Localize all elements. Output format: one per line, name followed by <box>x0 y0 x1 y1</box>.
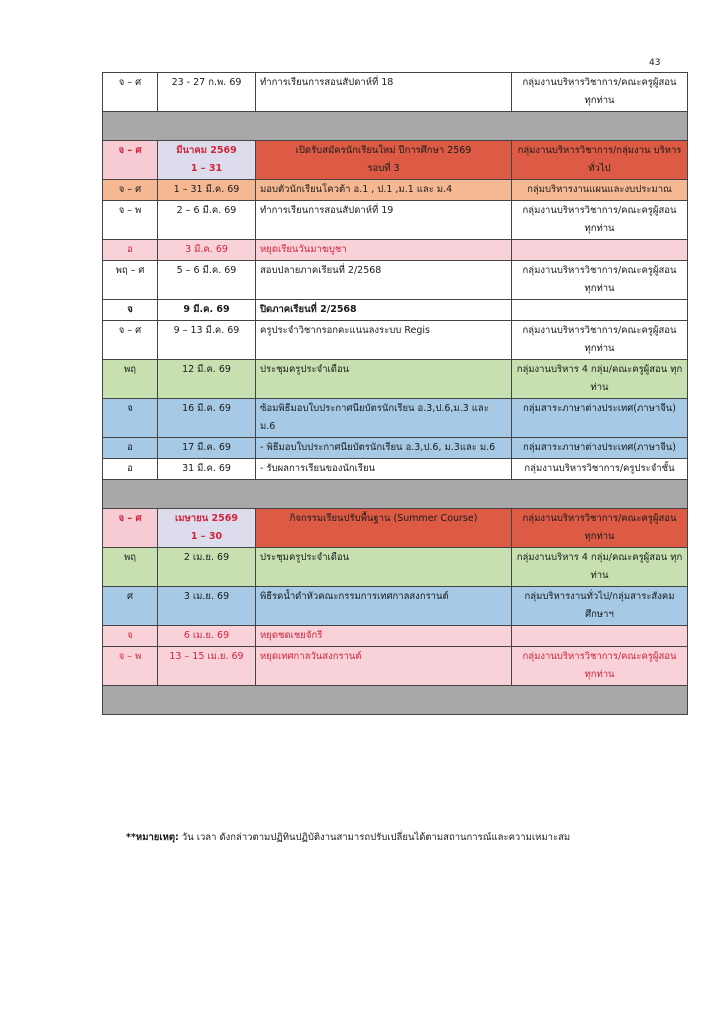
day-cell: จ – พ <box>103 647 158 686</box>
footnote <box>126 830 570 845</box>
schedule-row <box>103 73 688 112</box>
schedule-row <box>103 647 688 686</box>
month-header-row <box>103 509 688 548</box>
day-cell: จ – ศ <box>103 73 158 112</box>
schedule-row <box>103 261 688 300</box>
activity-cell: หยุดชดเชยจักรี <box>256 626 512 647</box>
day-cell: พฤ – ศ <box>103 261 158 300</box>
day-cell: จ – ศ <box>103 141 158 180</box>
activity-cell: หยุดเทศกาลวันสงกรานต์ <box>256 647 512 686</box>
date-cell: 31 มี.ค. 69 <box>158 459 256 480</box>
date-cell: 9 – 13 มี.ค. 69 <box>158 321 256 360</box>
activity-cell: สอบปลายภาคเรียนที่ 2/2568 <box>256 261 512 300</box>
separator-cell <box>103 480 688 509</box>
responsible-cell: กลุ่มงานบริหารวิชาการ/กลุ่มงาน บริหารทั่วไป <box>512 141 688 180</box>
responsible-cell <box>512 300 688 321</box>
day-cell: จ – ศ <box>103 180 158 201</box>
responsible-cell: กลุ่มงานบริหาร 4 กลุ่ม/คณะครูผู้สอน ทุกท่าน <box>512 548 688 587</box>
date-cell: 5 – 6 มี.ค. 69 <box>158 261 256 300</box>
date-cell: 16 มี.ค. 69 <box>158 399 256 438</box>
responsible-cell: กลุ่มงานบริหารวิชาการ/คณะครูผู้สอน ทุกท่าน <box>512 321 688 360</box>
schedule-row <box>103 587 688 626</box>
responsible-cell: กลุ่มบริหารงานแผนและงบประมาณ <box>512 180 688 201</box>
day-cell: จ <box>103 399 158 438</box>
date-cell: 2 – 6 มี.ค. 69 <box>158 201 256 240</box>
activity-cell: ซ้อมพิธีมอบใบประกาศนียบัตรนักเรียน อ.3,ป.6,ม.3 และ ม.6 <box>256 399 512 438</box>
separator-row <box>103 112 688 141</box>
month-header-row <box>103 141 688 180</box>
responsible-cell: กลุ่มงานบริหารวิชาการ/คณะครูผู้สอน ทุกท่าน <box>512 647 688 686</box>
day-cell: จ <box>103 300 158 321</box>
date-cell: 9 มี.ค. 69 <box>158 300 256 321</box>
activity-cell: ปิดภาคเรียนที่ 2/2568 <box>256 300 512 321</box>
schedule-row <box>103 201 688 240</box>
day-cell: พฤ <box>103 548 158 587</box>
schedule-row <box>103 548 688 587</box>
day-cell: อ <box>103 240 158 261</box>
calendar-table <box>102 72 688 715</box>
day-cell: พฤ <box>103 360 158 399</box>
date-cell: 3 มี.ค. 69 <box>158 240 256 261</box>
day-cell: จ <box>103 626 158 647</box>
day-cell: อ <box>103 438 158 459</box>
footnote-label: **หมายเหตุ: <box>126 832 179 843</box>
schedule-row <box>103 300 688 321</box>
footnote-text: วัน เวลา ดังกล่าวตามปฏิทินปฏิบัติงานสามารถปรับเปลี่ยนได้ตามสถานการณ์และความเหมาะสม <box>178 832 571 843</box>
activity-cell: - รับผลการเรียนของนักเรียน <box>256 459 512 480</box>
schedule-row <box>103 438 688 459</box>
separator-row <box>103 480 688 509</box>
activity-cell: หยุดเรียนวันมาฆบูชา <box>256 240 512 261</box>
schedule-row <box>103 459 688 480</box>
activity-cell: ประชุมครูประจำเดือน <box>256 548 512 587</box>
responsible-cell: กลุ่มงานบริหารวิชาการ/ครูประจำชั้น <box>512 459 688 480</box>
date-cell: มีนาคม 2569 1 – 31 <box>158 141 256 180</box>
date-cell: 12 มี.ค. 69 <box>158 360 256 399</box>
day-cell: ศ <box>103 587 158 626</box>
responsible-cell: กลุ่มงานบริหารวิชาการ/คณะครูผู้สอน ทุกท่าน <box>512 201 688 240</box>
date-cell: 3 เม.ย. 69 <box>158 587 256 626</box>
activity-cell: ทำการเรียนการสอนสัปดาห์ที่ 18 <box>256 73 512 112</box>
schedule-row <box>103 399 688 438</box>
schedule-row <box>103 626 688 647</box>
day-cell: จ – ศ <box>103 509 158 548</box>
responsible-cell: กลุ่มงานบริหารวิชาการ/คณะครูผู้สอน ทุกท่าน <box>512 509 688 548</box>
separator-row <box>103 686 688 715</box>
activity-cell: มอบตัวนักเรียนโควต้า อ.1 , ป.1 ,ม.1 และ ม.4 <box>256 180 512 201</box>
activity-cell: พิธีรดน้ำดำหัวคณะกรรมการเทศกาลสงกรานต์ <box>256 587 512 626</box>
responsible-cell: กลุ่มงานบริหารวิชาการ/คณะครูผู้สอน ทุกท่าน <box>512 261 688 300</box>
responsible-cell: กลุ่มงานบริหารวิชาการ/คณะครูผู้สอน ทุกท่าน <box>512 73 688 112</box>
date-cell: เมษายน 2569 1 – 30 <box>158 509 256 548</box>
page-number: 43 <box>649 58 661 68</box>
activity-cell: กิจกรรมเรียนปรับพื้นฐาน (Summer Course) <box>256 509 512 548</box>
responsible-cell: กลุ่มงานบริหาร 4 กลุ่ม/คณะครูผู้สอน ทุกท่าน <box>512 360 688 399</box>
schedule-row <box>103 240 688 261</box>
activity-cell: ครูประจำวิชากรอกคะแนนลงระบบ Regis <box>256 321 512 360</box>
date-cell: 6 เม.ย. 69 <box>158 626 256 647</box>
day-cell: อ <box>103 459 158 480</box>
activity-cell: เปิดรับสมัครนักเรียนใหม่ ปีการศึกษา 2569 รอบที่ 3 <box>256 141 512 180</box>
responsible-cell: กลุ่มสาระภาษาต่างประเทศ(ภาษาจีน) <box>512 438 688 459</box>
date-cell: 2 เม.ย. 69 <box>158 548 256 587</box>
activity-cell: - พิธีมอบใบประกาศนียบัตรนักเรียน อ.3,ป.6, ม.3และ ม.6 <box>256 438 512 459</box>
schedule-row <box>103 180 688 201</box>
separator-cell <box>103 686 688 715</box>
date-cell: 17 มี.ค. 69 <box>158 438 256 459</box>
date-cell: 1 – 31 มี.ค. 69 <box>158 180 256 201</box>
schedule-row <box>103 360 688 399</box>
day-cell: จ – ศ <box>103 321 158 360</box>
responsible-cell: กลุ่มสาระภาษาต่างประเทศ(ภาษาจีน) <box>512 399 688 438</box>
responsible-cell <box>512 626 688 647</box>
day-cell: จ – พ <box>103 201 158 240</box>
date-cell: 23 - 27 ก.พ. 69 <box>158 73 256 112</box>
responsible-cell: กลุ่มบริหารงานทั่วไป/กลุ่มสาระสังคม ศึกษาฯ <box>512 587 688 626</box>
schedule-row <box>103 321 688 360</box>
activity-cell: ทำการเรียนการสอนสัปดาห์ที่ 19 <box>256 201 512 240</box>
responsible-cell <box>512 240 688 261</box>
separator-cell <box>103 112 688 141</box>
activity-cell: ประชุมครูประจำเดือน <box>256 360 512 399</box>
date-cell: 13 – 15 เม.ย. 69 <box>158 647 256 686</box>
